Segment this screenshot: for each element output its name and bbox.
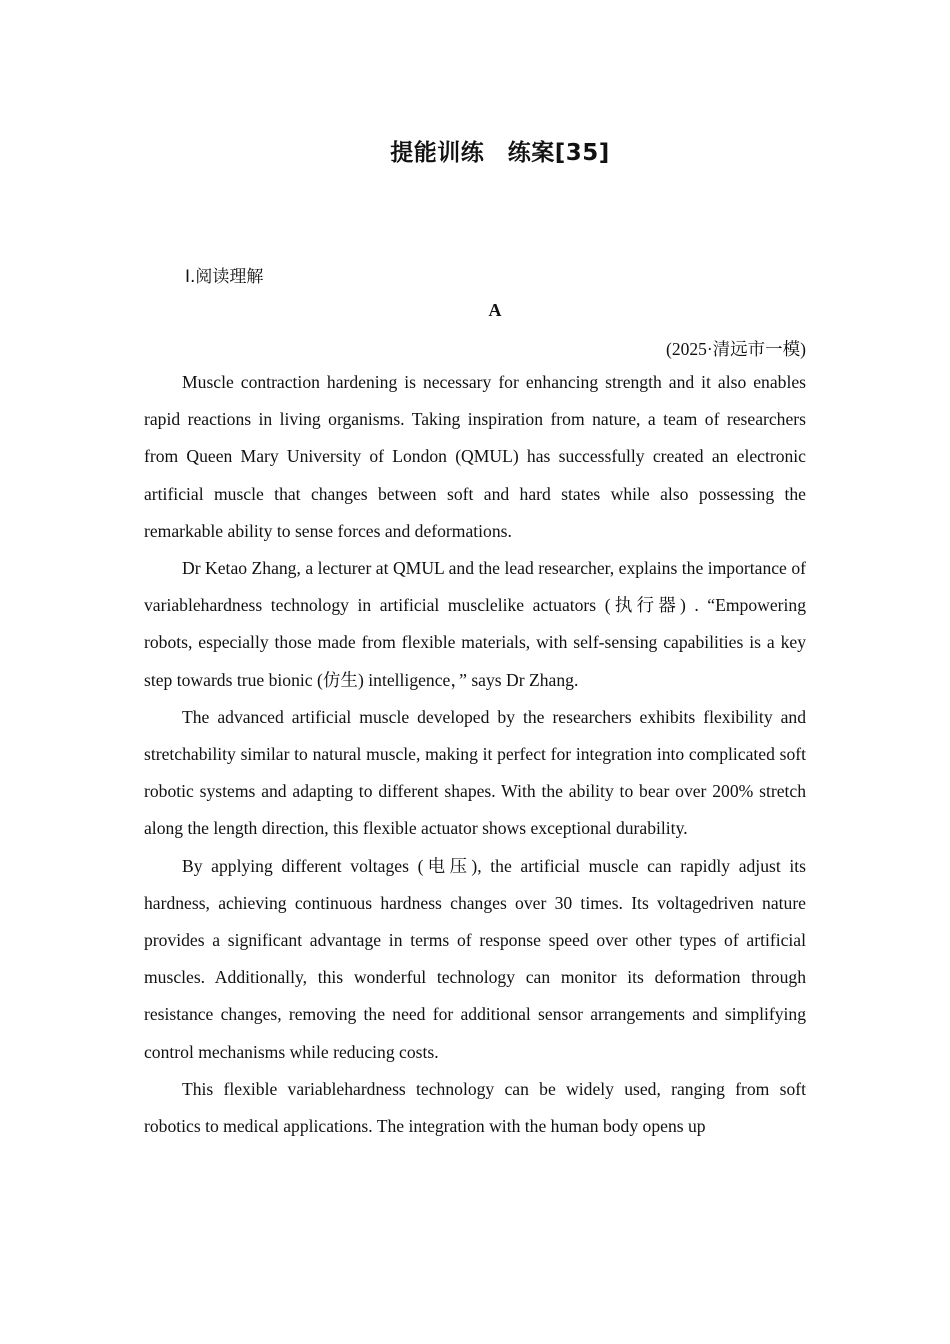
passage-label: A <box>488 300 502 320</box>
page-title: 提能训练 练案[35] <box>390 140 610 166</box>
paragraph: Muscle contraction hardening is necessary for enhancing strength and it also enables rapid reactions in living organisms. Taking inspiration from nature, a team of researchers from Queen Mary University of London (QMUL) has successfully created an electronic artificial muscle that changes between soft and hard states while also possessing the remarkable ability to sense forces and deformations. <box>144 372 806 541</box>
paragraph: This flexible variablehardness technology can be widely used, ranging from soft robotics to medical applications. The integration with the human body opens up <box>144 1078 806 1137</box>
passage-body <box>144 364 806 1145</box>
paragraph: The advanced artificial muscle developed by the researchers exhibits flexibility and stretchability similar to natural muscle, making it perfect for integration into complicated soft robotic systems and adapting to different shapes. With the ability to bear over 200% stretch along the length direction, this flexible actuator shows exceptional durability. <box>144 706 806 839</box>
paragraph: By applying different voltages (电压), the artificial muscle can rapidly adjust its hardness, achieving continuous hardness changes over 30 times. Its voltagedriven nature provides a significant advantage in terms of response speed over other types of artificial muscles. Additionally, this wonderful technology can monitor its deformation through resistance changes, removing the need for additional sensor arrangements and simplifying control mechanisms while reducing costs. <box>144 855 806 1062</box>
source-citation: (2025·清远市一模) <box>666 339 806 359</box>
section-heading: Ⅰ.阅读理解 <box>185 267 264 287</box>
paragraph: Dr Ketao Zhang, a lecturer at QMUL and the lead researcher, explains the importance of variablehardness technology in artificial musclelike actuators (执行器) . “Empowering robots, especially those made from flexible materials, with self-sensing capabilities is a key step towards true bionic (仿生) intelligence，” says Dr Zhang. <box>144 558 807 690</box>
